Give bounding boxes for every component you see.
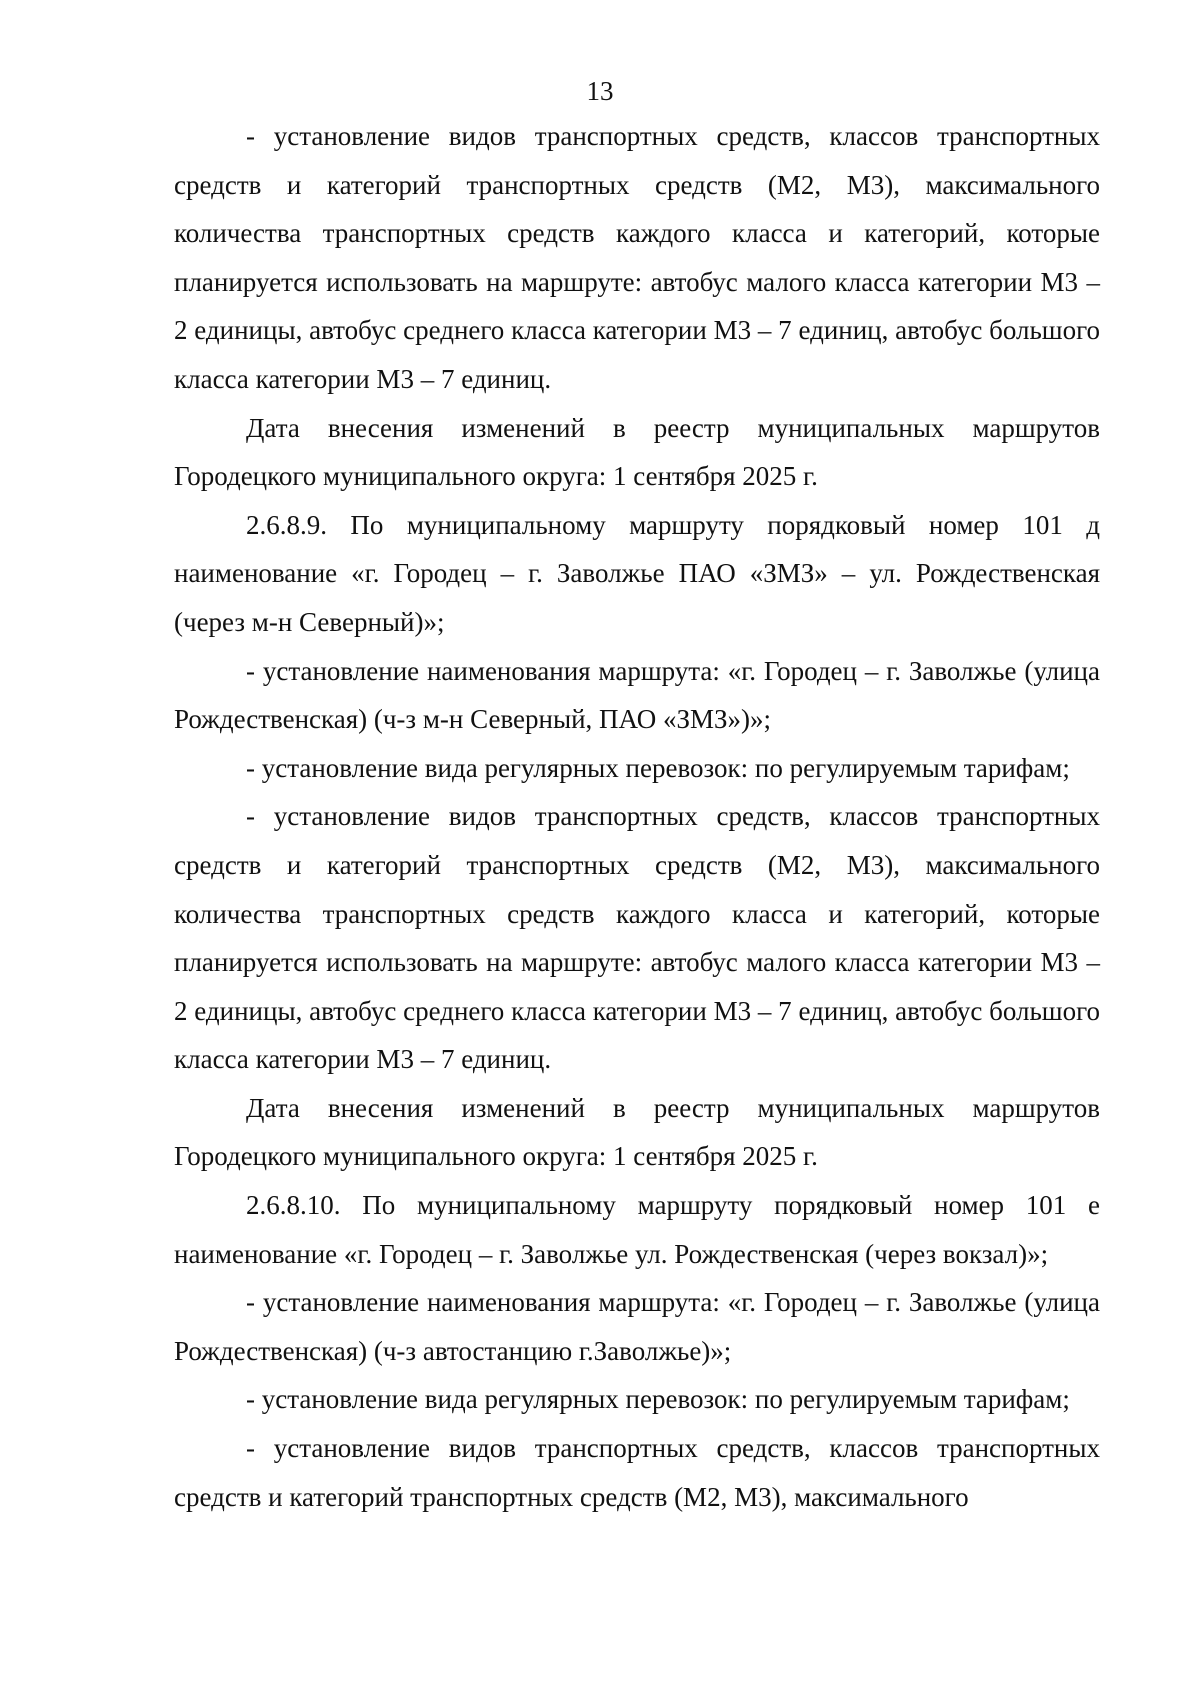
paragraph-route-101e: 2.6.8.10. По муниципальному маршруту порядковый номер 101 е наименование «г. Городец – г. Заволжье ул. Рождественская (через вокзал)»; (174, 1190, 1100, 1269)
paragraph-route-name-101e: - установление наименования маршрута: «г. Городец – г. Заволжье (улица Рождественская) (ч-з автостанцию г.Заволжье)»; (174, 1287, 1100, 1366)
paragraph-vehicle-types-3: - установление видов транспортных средств, классов транспортных средств и категорий транспортных средств (М2, М3), максимального (174, 1433, 1100, 1512)
paragraph-route-name-101d: - установление наименования маршрута: «г. Городец – г. Заволжье (улица Рождественская) (ч-з м-н Северный, ПАО «ЗМЗ»)»; (174, 655, 1100, 735)
paragraph-vehicle-types-2: - установление видов транспортных средств, классов транспортных средств и категорий транспортных средств (М2, М3), максимального количества транспортных средств каждого класса и категорий, которые планируется использовать на маршруте: автобус малого класса категории М3 – 2 единицы, автобус среднего класса категории М3 – 7 единиц, автобус большого класса категории М3 – 7 единиц. (174, 801, 1100, 1075)
paragraph-registry-date-1: Дата внесения изменений в реестр муниципальных маршрутов Городецкого муниципального округа: 1 сентября 2025 г. (174, 412, 1100, 492)
document-body (174, 112, 1100, 1521)
paragraph-vehicle-types-1: - установление видов транспортных средств, классов транспортных средств и категорий транспортных средств (М2, М3), максимального количества транспортных средств каждого класса и категорий, которые планируется использовать на маршруте: автобус малого класса категории М3 – 2 единицы, автобус среднего класса категории М3 – 7 единиц, автобус большого класса категории М3 – 7 единиц. (174, 121, 1100, 394)
page-number: 13 (586, 76, 614, 106)
paragraph-registry-date-2: Дата внесения изменений в реестр муниципальных маршрутов Городецкого муниципального округа: 1 сентября 2025 г. (174, 1092, 1100, 1172)
paragraph-route-101d: 2.6.8.9. По муниципальному маршруту порядковый номер 101 д наименование «г. Городец – г. Заволжье ПАО «ЗМЗ» – ул. Рождественская (через м-н Северный)»; (174, 509, 1100, 637)
paragraph-transport-type-101e: - установление вида регулярных перевозок: по регулируемым тарифам; (246, 1384, 1070, 1415)
paragraph-transport-type-101d: - установление вида регулярных перевозок: по регулируемым тарифам; (246, 752, 1070, 783)
